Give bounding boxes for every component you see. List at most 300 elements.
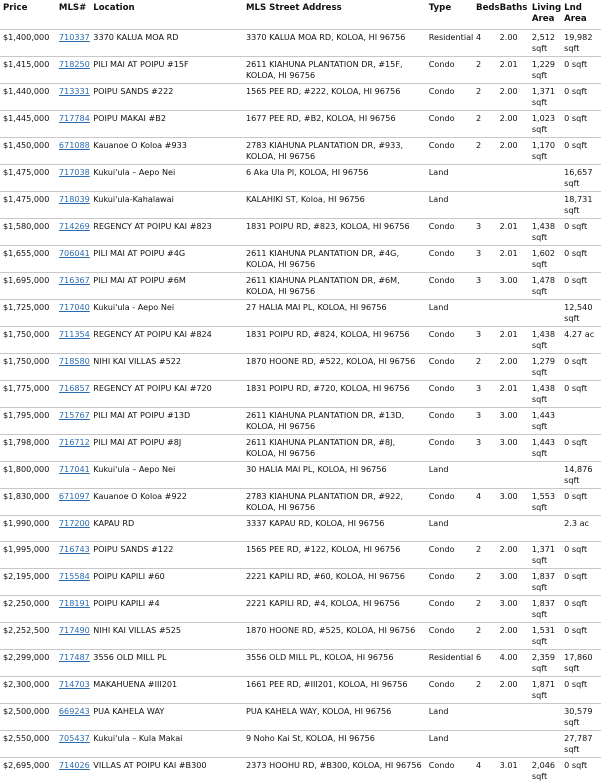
cell-beds: 2 (473, 138, 497, 165)
cell-baths: 2.00 (497, 138, 529, 165)
cell-type: Condo (426, 542, 473, 569)
cell-mls (56, 731, 90, 758)
cell-price: $2,299,000 (0, 650, 56, 677)
cell-living-area (529, 165, 561, 192)
cell-location: PILI MAI AT POIPU #15F (90, 57, 243, 84)
cell-address: 1831 POIPU RD, #824, KOLOA, HI 96756 (243, 327, 426, 354)
cell-address: 2783 KIAHUNA PLANTATION DR, #933, KOLOA, HI 96756 (243, 138, 426, 165)
cell-type: Condo (426, 381, 473, 408)
mls-link[interactable]: 714026 (59, 760, 90, 770)
cell-price: $2,695,000 (0, 758, 56, 784)
table-row[interactable] (0, 381, 601, 408)
cell-address: PUA KAHELA WAY, KOLOA, HI 96756 (243, 704, 426, 731)
cell-price: $1,995,000 (0, 542, 56, 569)
cell-address: 1831 POIPU RD, #720, KOLOA, HI 96756 (243, 381, 426, 408)
cell-beds: 4 (473, 30, 497, 57)
header-mls[interactable]: MLS# (56, 0, 90, 30)
cell-land-area: 0 sqft (561, 542, 601, 569)
cell-type: Condo (426, 596, 473, 623)
mls-link[interactable]: 717040 (59, 302, 90, 312)
cell-living-area (529, 704, 561, 731)
cell-land-area (561, 408, 601, 435)
mls-link[interactable]: 718580 (59, 356, 90, 366)
cell-land-area: 0 sqft (561, 489, 601, 516)
cell-location: NIHI KAI VILLAS #522 (90, 354, 243, 381)
cell-location: REGENCY AT POIPU KAI #823 (90, 219, 243, 246)
cell-beds: 2 (473, 677, 497, 704)
table-header-row (0, 0, 601, 30)
cell-living-area: 2,512 sqft (529, 30, 561, 57)
cell-land-area: 0 sqft (561, 623, 601, 650)
cell-beds (473, 192, 497, 219)
cell-land-area: 0 sqft (561, 219, 601, 246)
header-location[interactable]: Location (90, 0, 243, 30)
cell-mls (56, 758, 90, 784)
cell-baths: 2.01 (497, 57, 529, 84)
header-land-area[interactable]: Lnd Area (561, 0, 601, 30)
cell-living-area: 1,871 sqft (529, 677, 561, 704)
cell-mls (56, 462, 90, 489)
cell-location: Kukui'ula – Aepo Nei (90, 165, 243, 192)
cell-type: Condo (426, 435, 473, 462)
cell-type: Land (426, 300, 473, 327)
table-row[interactable] (0, 677, 601, 704)
cell-mls (56, 569, 90, 596)
cell-land-area: 0 sqft (561, 569, 601, 596)
cell-type: Condo (426, 758, 473, 784)
table-row[interactable] (0, 462, 601, 489)
table-row[interactable] (0, 300, 601, 327)
mls-link[interactable]: 714703 (59, 679, 90, 689)
mls-link[interactable]: 717490 (59, 625, 90, 635)
cell-price: $2,252,500 (0, 623, 56, 650)
cell-location: REGENCY AT POIPU KAI #720 (90, 381, 243, 408)
cell-price: $1,695,000 (0, 273, 56, 300)
cell-type: Land (426, 462, 473, 489)
mls-link[interactable]: 710337 (59, 32, 90, 42)
cell-type: Condo (426, 84, 473, 111)
cell-baths: 2.01 (497, 327, 529, 354)
cell-price: $1,725,000 (0, 300, 56, 327)
mls-link[interactable]: 718191 (59, 598, 90, 608)
table-row[interactable] (0, 246, 601, 273)
cell-living-area (529, 192, 561, 219)
table-row[interactable] (0, 273, 601, 300)
cell-location: Kauanoe O Koloa #933 (90, 138, 243, 165)
cell-beds: 2 (473, 623, 497, 650)
cell-living-area (529, 731, 561, 758)
cell-type: Residential (426, 650, 473, 677)
table-row[interactable] (0, 569, 601, 596)
cell-mls (56, 354, 90, 381)
cell-mls (56, 677, 90, 704)
cell-mls (56, 300, 90, 327)
mls-link[interactable]: 711354 (59, 329, 90, 339)
cell-living-area: 1,531 sqft (529, 623, 561, 650)
cell-land-area: 0 sqft (561, 596, 601, 623)
mls-link[interactable]: 715584 (59, 571, 90, 581)
mls-link[interactable]: 717041 (59, 464, 90, 474)
cell-land-area: 0 sqft (561, 677, 601, 704)
cell-land-area: 0 sqft (561, 758, 601, 784)
table-row[interactable] (0, 489, 601, 516)
cell-type: Condo (426, 111, 473, 138)
cell-mls (56, 596, 90, 623)
table-row[interactable] (0, 138, 601, 165)
cell-type: Condo (426, 623, 473, 650)
cell-baths: 2.00 (497, 623, 529, 650)
table-row[interactable] (0, 57, 601, 84)
cell-mls (56, 408, 90, 435)
table-row[interactable] (0, 327, 601, 354)
cell-living-area: 1,438 sqft (529, 219, 561, 246)
cell-location: POIPU SANDS #222 (90, 84, 243, 111)
cell-address: 1870 HOONE RD, #522, KOLOA, HI 96756 (243, 354, 426, 381)
cell-beds (473, 731, 497, 758)
cell-address: 1565 PEE RD, #122, KOLOA, HI 96756 (243, 542, 426, 569)
mls-link[interactable]: 671097 (59, 491, 90, 501)
cell-beds (473, 165, 497, 192)
cell-address: 1661 PEE RD, #III201, KOLOA, HI 96756 (243, 677, 426, 704)
mls-link[interactable]: 717784 (59, 113, 90, 123)
cell-price: $1,798,000 (0, 435, 56, 462)
table-row[interactable] (0, 354, 601, 381)
cell-price: $1,445,000 (0, 111, 56, 138)
cell-address: 1565 PEE RD, #222, KOLOA, HI 96756 (243, 84, 426, 111)
table-row[interactable] (0, 84, 601, 111)
cell-price: $2,500,000 (0, 704, 56, 731)
cell-location: Kukui'ula – Kula Makai (90, 731, 243, 758)
header-type[interactable]: Type (426, 0, 473, 30)
cell-baths: 2.00 (497, 542, 529, 569)
cell-price: $1,415,000 (0, 57, 56, 84)
cell-address: 2611 KIAHUNA PLANTATION DR, #15F, KOLOA, HI 96756 (243, 57, 426, 84)
cell-mls (56, 650, 90, 677)
cell-type: Condo (426, 569, 473, 596)
table-row[interactable] (0, 408, 601, 435)
mls-link[interactable]: 715767 (59, 410, 90, 420)
cell-beds: 3 (473, 381, 497, 408)
cell-location: REGENCY AT POIPU KAI #824 (90, 327, 243, 354)
table-row[interactable] (0, 435, 601, 462)
cell-price: $2,300,000 (0, 677, 56, 704)
cell-baths (497, 731, 529, 758)
cell-land-area: 0 sqft (561, 273, 601, 300)
cell-land-area: 0 sqft (561, 138, 601, 165)
cell-baths (497, 165, 529, 192)
table-row[interactable] (0, 516, 601, 542)
cell-beds: 2 (473, 111, 497, 138)
cell-address: 2611 KIAHUNA PLANTATION DR, #8J, KOLOA, HI 96756 (243, 435, 426, 462)
cell-beds: 3 (473, 273, 497, 300)
cell-beds: 3 (473, 435, 497, 462)
cell-baths: 2.00 (497, 84, 529, 111)
mls-link[interactable]: 705437 (59, 733, 90, 743)
cell-location: 3370 KALUA MOA RD (90, 30, 243, 57)
cell-beds: 2 (473, 354, 497, 381)
cell-mls (56, 30, 90, 57)
cell-type: Condo (426, 138, 473, 165)
cell-beds (473, 704, 497, 731)
cell-land-area: 4.27 ac (561, 327, 601, 354)
cell-address: 9 Noho Kai St, KOLOA, HI 96756 (243, 731, 426, 758)
header-beds[interactable]: Beds (473, 0, 497, 30)
cell-beds: 2 (473, 596, 497, 623)
cell-baths: 3.00 (497, 489, 529, 516)
cell-price: $1,400,000 (0, 30, 56, 57)
listings-body (0, 30, 601, 784)
cell-living-area: 1,553 sqft (529, 489, 561, 516)
cell-location: PUA KAHELA WAY (90, 704, 243, 731)
cell-living-area (529, 300, 561, 327)
cell-beds: 3 (473, 327, 497, 354)
cell-type: Land (426, 165, 473, 192)
cell-type: Condo (426, 408, 473, 435)
cell-beds: 4 (473, 758, 497, 784)
cell-living-area: 2,359 sqft (529, 650, 561, 677)
cell-location: Kukui'ula - Aepo Nei (90, 300, 243, 327)
cell-address: 3337 KAPAU RD, KOLOA, HI 96756 (243, 516, 426, 542)
mls-link[interactable]: 706041 (59, 248, 90, 258)
table-row[interactable] (0, 542, 601, 569)
mls-link[interactable]: 717487 (59, 652, 90, 662)
cell-address: KALAHIKI ST, Koloa, HI 96756 (243, 192, 426, 219)
cell-land-area: 12,540 sqft (561, 300, 601, 327)
header-price[interactable]: Price (0, 0, 56, 30)
cell-land-area: 0 sqft (561, 57, 601, 84)
cell-price: $2,195,000 (0, 569, 56, 596)
cell-type: Residential (426, 30, 473, 57)
mls-link[interactable]: 716743 (59, 544, 90, 554)
mls-link[interactable]: 669243 (59, 706, 90, 716)
cell-beds (473, 462, 497, 489)
cell-price: $2,250,000 (0, 596, 56, 623)
cell-living-area: 1,170 sqft (529, 138, 561, 165)
cell-baths (497, 192, 529, 219)
cell-location: PILI MAI AT POIPU #13D (90, 408, 243, 435)
cell-location: KAPAU RD (90, 516, 243, 542)
cell-baths: 3.00 (497, 408, 529, 435)
table-row[interactable] (0, 111, 601, 138)
cell-land-area: 14,876 sqft (561, 462, 601, 489)
cell-location: NIHI KAI VILLAS #525 (90, 623, 243, 650)
cell-baths: 2.00 (497, 30, 529, 57)
cell-baths: 2.00 (497, 354, 529, 381)
cell-beds: 2 (473, 84, 497, 111)
header-address[interactable]: MLS Street Address (243, 0, 426, 30)
cell-address: 27 HALIA MAI PL, KOLOA, HI 96756 (243, 300, 426, 327)
cell-address: 3370 KALUA MOA RD, KOLOA, HI 96756 (243, 30, 426, 57)
cell-type: Land (426, 192, 473, 219)
cell-beds: 4 (473, 489, 497, 516)
mls-link[interactable]: 718039 (59, 194, 90, 204)
cell-beds: 2 (473, 57, 497, 84)
cell-baths: 2.00 (497, 677, 529, 704)
cell-address: 1870 HOONE RD, #525, KOLOA, HI 96756 (243, 623, 426, 650)
cell-baths (497, 300, 529, 327)
cell-location: Kauanoe O Koloa #922 (90, 489, 243, 516)
cell-mls (56, 273, 90, 300)
cell-land-area: 30,579 sqft (561, 704, 601, 731)
cell-price: $2,550,000 (0, 731, 56, 758)
table-row[interactable] (0, 650, 601, 677)
cell-living-area: 2,046 sqft (529, 758, 561, 784)
cell-mls (56, 219, 90, 246)
cell-address: 1677 PEE RD, #B2, KOLOA, HI 96756 (243, 111, 426, 138)
table-row[interactable] (0, 596, 601, 623)
cell-address: 6 Aka Ula Pl, KOLOA, HI 96756 (243, 165, 426, 192)
cell-price: $1,990,000 (0, 516, 56, 542)
cell-baths: 3.00 (497, 273, 529, 300)
cell-beds: 3 (473, 408, 497, 435)
cell-living-area: 1,837 sqft (529, 569, 561, 596)
cell-living-area: 1,837 sqft (529, 596, 561, 623)
cell-type: Condo (426, 219, 473, 246)
cell-land-area: 18,731 sqft (561, 192, 601, 219)
table-row[interactable] (0, 30, 601, 57)
cell-baths: 2.01 (497, 219, 529, 246)
cell-mls (56, 84, 90, 111)
cell-price: $1,655,000 (0, 246, 56, 273)
cell-mls (56, 111, 90, 138)
cell-land-area: 19,982 sqft (561, 30, 601, 57)
table-row[interactable] (0, 758, 601, 784)
cell-mls (56, 138, 90, 165)
cell-location: POIPU SANDS #122 (90, 542, 243, 569)
table-row[interactable] (0, 165, 601, 192)
mls-link[interactable]: 716367 (59, 275, 90, 285)
cell-address: 2221 KAPILI RD, #60, KOLOA, HI 96756 (243, 569, 426, 596)
cell-location: Kukui'ula-Kahalawai (90, 192, 243, 219)
cell-address: 30 HALIA MAI PL, KOLOA, HI 96756 (243, 462, 426, 489)
cell-living-area: 1,279 sqft (529, 354, 561, 381)
cell-land-area: 0 sqft (561, 84, 601, 111)
cell-living-area: 1,443 sqft (529, 435, 561, 462)
cell-mls (56, 704, 90, 731)
cell-baths: 3.01 (497, 758, 529, 784)
cell-living-area: 1,371 sqft (529, 542, 561, 569)
cell-living-area: 1,443 sqft (529, 408, 561, 435)
cell-address: 2611 KIAHUNA PLANTATION DR, #6M, KOLOA, HI 96756 (243, 273, 426, 300)
mls-link[interactable]: 717200 (59, 518, 90, 528)
cell-price: $1,580,000 (0, 219, 56, 246)
table-row[interactable] (0, 731, 601, 758)
cell-beds: 2 (473, 542, 497, 569)
cell-land-area: 27,787 sqft (561, 731, 601, 758)
cell-type: Condo (426, 354, 473, 381)
mls-link[interactable]: 716712 (59, 437, 90, 447)
cell-address: 2221 KAPILI RD, #4, KOLOA, HI 96756 (243, 596, 426, 623)
table-row[interactable] (0, 192, 601, 219)
cell-beds: 3 (473, 219, 497, 246)
cell-mls (56, 542, 90, 569)
cell-price: $1,450,000 (0, 138, 56, 165)
cell-baths: 3.00 (497, 596, 529, 623)
header-living-area[interactable]: Living Area (529, 0, 561, 30)
cell-address: 2611 KIAHUNA PLANTATION DR, #13D, KOLOA, HI 96756 (243, 408, 426, 435)
cell-price: $1,475,000 (0, 165, 56, 192)
cell-beds (473, 516, 497, 542)
cell-beds (473, 300, 497, 327)
cell-address: 2611 KIAHUNA PLANTATION DR, #4G, KOLOA, HI 96756 (243, 246, 426, 273)
cell-baths: 2.01 (497, 246, 529, 273)
cell-mls (56, 327, 90, 354)
cell-type: Condo (426, 57, 473, 84)
cell-location: Kukui'ula – Aepo Nei (90, 462, 243, 489)
cell-price: $1,775,000 (0, 381, 56, 408)
cell-price: $1,440,000 (0, 84, 56, 111)
cell-location: MAKAHUENA #III201 (90, 677, 243, 704)
cell-location: 3556 OLD MILL PL (90, 650, 243, 677)
mls-link[interactable]: 671088 (59, 140, 90, 150)
cell-type: Land (426, 731, 473, 758)
mls-link[interactable]: 713331 (59, 86, 90, 96)
cell-mls (56, 516, 90, 542)
cell-type: Condo (426, 677, 473, 704)
cell-mls (56, 246, 90, 273)
cell-address: 1831 POIPU RD, #823, KOLOA, HI 96756 (243, 219, 426, 246)
cell-type: Land (426, 704, 473, 731)
cell-living-area: 1,229 sqft (529, 57, 561, 84)
cell-living-area: 1,023 sqft (529, 111, 561, 138)
mls-link[interactable]: 718250 (59, 59, 90, 69)
cell-price: $1,475,000 (0, 192, 56, 219)
cell-location: VILLAS AT POIPU KAI #B300 (90, 758, 243, 784)
cell-location: POIPU MAKAI #B2 (90, 111, 243, 138)
cell-land-area: 0 sqft (561, 111, 601, 138)
cell-location: PILI MAI AT POIPU #6M (90, 273, 243, 300)
cell-living-area: 1,438 sqft (529, 327, 561, 354)
cell-type: Condo (426, 246, 473, 273)
cell-land-area: 0 sqft (561, 435, 601, 462)
mls-link[interactable]: 716857 (59, 383, 90, 393)
cell-baths (497, 704, 529, 731)
cell-beds: 3 (473, 246, 497, 273)
cell-address: 2373 HOOHU RD, #B300, KOLOA, HI 96756 (243, 758, 426, 784)
cell-living-area: 1,438 sqft (529, 381, 561, 408)
cell-baths: 4.00 (497, 650, 529, 677)
cell-land-area: 0 sqft (561, 381, 601, 408)
cell-land-area: 17,860 sqft (561, 650, 601, 677)
cell-beds: 6 (473, 650, 497, 677)
cell-mls (56, 165, 90, 192)
table-row[interactable] (0, 623, 601, 650)
cell-price: $1,800,000 (0, 462, 56, 489)
cell-living-area: 1,602 sqft (529, 246, 561, 273)
header-baths[interactable]: Baths (497, 0, 529, 30)
mls-link[interactable]: 714269 (59, 221, 90, 231)
cell-type: Condo (426, 327, 473, 354)
table-row[interactable] (0, 704, 601, 731)
table-row[interactable] (0, 219, 601, 246)
cell-baths: 3.00 (497, 569, 529, 596)
cell-mls (56, 435, 90, 462)
cell-price: $1,750,000 (0, 354, 56, 381)
cell-location: PILI MAI AT POIPU #8J (90, 435, 243, 462)
cell-baths: 2.01 (497, 381, 529, 408)
cell-mls (56, 57, 90, 84)
cell-land-area: 0 sqft (561, 354, 601, 381)
cell-address: 3556 OLD MILL PL, KOLOA, HI 96756 (243, 650, 426, 677)
cell-address: 2783 KIAHUNA PLANTATION DR, #922, KOLOA, HI 96756 (243, 489, 426, 516)
cell-mls (56, 192, 90, 219)
cell-location: POIPU KAPILI #4 (90, 596, 243, 623)
cell-location: POIPU KAPILI #60 (90, 569, 243, 596)
mls-link[interactable]: 717038 (59, 167, 90, 177)
cell-baths (497, 462, 529, 489)
cell-mls (56, 623, 90, 650)
cell-baths: 2.00 (497, 111, 529, 138)
